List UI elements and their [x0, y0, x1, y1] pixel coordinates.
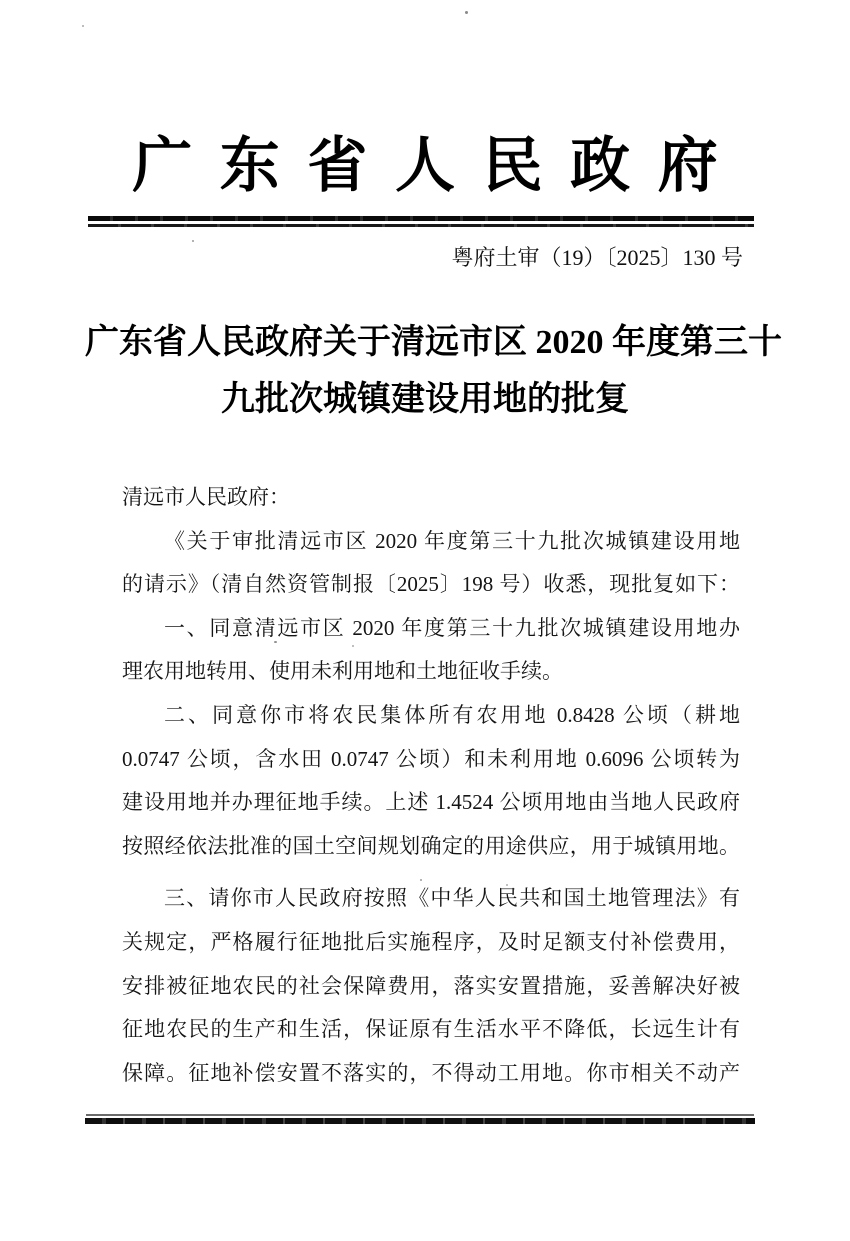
- scan-speck: [82, 25, 84, 27]
- scan-speck: [192, 240, 194, 242]
- body-line: 二、同意你市将农民集体所有农用地 0.8428 公顷（耕地: [164, 702, 740, 727]
- body-line: 征地农民的生产和生活，保证原有生活水平不降低，长远生计有: [122, 1017, 740, 1042]
- letterhead-rule-top: [88, 216, 754, 221]
- body-line: 安排被征地农民的社会保障费用，落实安置措施，妥善解决好被: [122, 973, 740, 998]
- body-line: 关规定，严格履行征地批后实施程序，及时足额支付补偿费用，: [122, 929, 740, 954]
- body-line: 三、请你市人民政府按照《中华人民共和国土地管理法》有: [164, 886, 740, 911]
- body-line: 的请示》（清自然资管制报〔2025〕198 号）收悉，现批复如下：: [122, 572, 740, 597]
- body-line: 按照经依法批准的国土空间规划确定的用途供应，用于城镇用地。: [122, 833, 740, 858]
- document-title: [85, 314, 782, 428]
- body-line: 《关于审批清远市区 2020 年度第三十九批次城镇建设用地: [164, 528, 740, 553]
- scan-speck: [465, 11, 468, 14]
- document-title-line1: 广东省人民政府关于清远市区 2020 年度第三十: [85, 324, 782, 361]
- body-line: 一、同意清远市区 2020 年度第三十九批次城镇建设用地办: [164, 615, 740, 640]
- body-line: 理农用地转用、使用未利用地和土地征收手续。: [122, 659, 563, 684]
- letterhead-issuer-title: 广东省人民政府: [132, 133, 746, 199]
- document-title-line2: 九批次城镇建设用地的批复: [221, 381, 629, 418]
- document-reference-number: 粤府土审（19）〔2025〕130 号: [451, 245, 743, 270]
- body-line: 保障。征地补偿安置不落实的，不得动工用地。你市相关不动产: [122, 1060, 740, 1085]
- body-line: 0.0747 公顷，含水田 0.0747 公顷）和未利用地 0.6096 公顷转为: [122, 746, 740, 771]
- scan-bottom-edge-band: [85, 1118, 755, 1124]
- letterhead-rule-bottom: [88, 224, 754, 227]
- body-line: 建设用地并办理征地手续。上述 1.4524 公顷用地由当地人民政府: [122, 790, 740, 815]
- document-body: [122, 476, 740, 1095]
- body-line-salutation: 清远市人民政府：: [122, 485, 290, 509]
- scan-bottom-edge-thin-line: [86, 1114, 754, 1116]
